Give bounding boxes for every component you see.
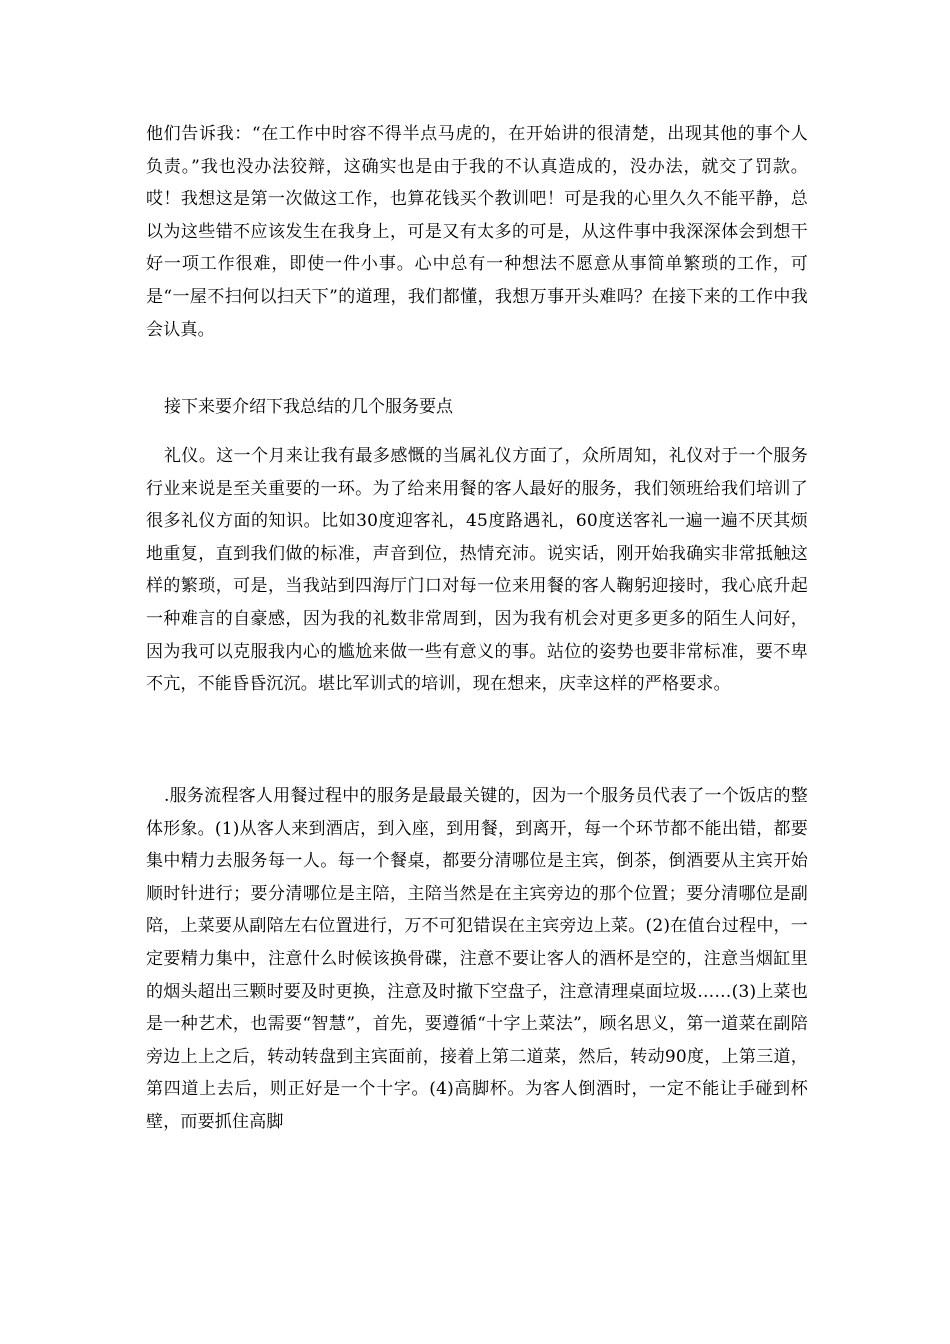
paragraph-service-points-intro: 接下来要介绍下我总结的几个服务要点 [164, 397, 453, 417]
paragraph-etiquette: 礼仪。这一个月来让我有最多感慨的当属礼仪方面了，众所周知，礼仪对于一个服务行业来说是至关重要的一环。为了给来用餐的客人最好的服务，我们领班给我们培训了很多礼仪方面的知识。比如30度迎客礼，45度路遇礼，60度送客礼一遍一遍不厌其烦地重复，直到我们做的标准，声音到位，热情充沛。说实话，刚开始我确实非常抵触这样的繁琐，可是，当我站到四海厅门口对每一位来用餐的客人鞠躬迎接时，我心底升起一种难言的自豪感，因为我的礼数非常周到，因为我有机会对更多更多的陌生人问好，因为我可以克服我内心的尴尬来做一些有意义的事。站位的姿势也要非常标准，要不卑不亢，不能昏昏沉沉。堪比军训式的培训，现在想来，庆幸这样的严格要求。 [146, 446, 808, 695]
paragraph-penalty-story: 他们告诉我：“在工作中时容不得半点马虎的，在开始讲的很清楚，出现其他的事个人负责。”我也没办法狡辩，这确实也是由于我的不认真造成的，没办法，就交了罚款。哎！我想这是第一次做这工作，也算花钱买个教训吧！可是我的心里久久不能平静，总以为这些错不应该发生在我身上，可是又有太多的可是，从这件事中我深深体会到想干好一项工作很难，即使一件小事。心中总有一种想法不愿意从事简单繁琐的工作，可是“一屋不扫何以扫天下”的道理，我们都懂，我想万事开头难吗？在接下来的工作中我会认真。 [146, 124, 808, 340]
paragraph-service-process: .服务流程客人用餐过程中的服务是最最关键的，因为一个服务员代表了一个饭店的整体形象。(1)从客人来到酒店，到入座，到用餐，到离开，每一个环节都不能出错，都要集中精力去服务每一人。每一个餐桌，都要分清哪位是主宾，倒茶，倒酒要从主宾开始顺时针进行；要分清哪位是主陪，主陪当然是在主宾旁边的那个位置；要分清哪位是副陪，上菜要从副陪左右位置进行，万不可犯错误在主宾旁边上菜。(2)在值台过程中，一定要精力集中，注意什么时候该换骨碟，注意不要让客人的酒杯是空的，注意当烟缸里的烟头超出三颗时要及时更换，注意及时撤下空盘子，注意清理桌面垃圾……(3)上菜也是一种艺术，也需要“智慧”，首先，要遵循“十字上菜法”，顾名思义，第一道菜在副陪旁边上上之后，转动转盘到主宾面前，接着上第二道菜，然后，转动90度，上第三道，第四道上去后，则正好是一个十字。(4)高脚杯。为客人倒酒时，一定不能让手碰到杯壁，而要抓住高脚 [146, 786, 808, 1132]
